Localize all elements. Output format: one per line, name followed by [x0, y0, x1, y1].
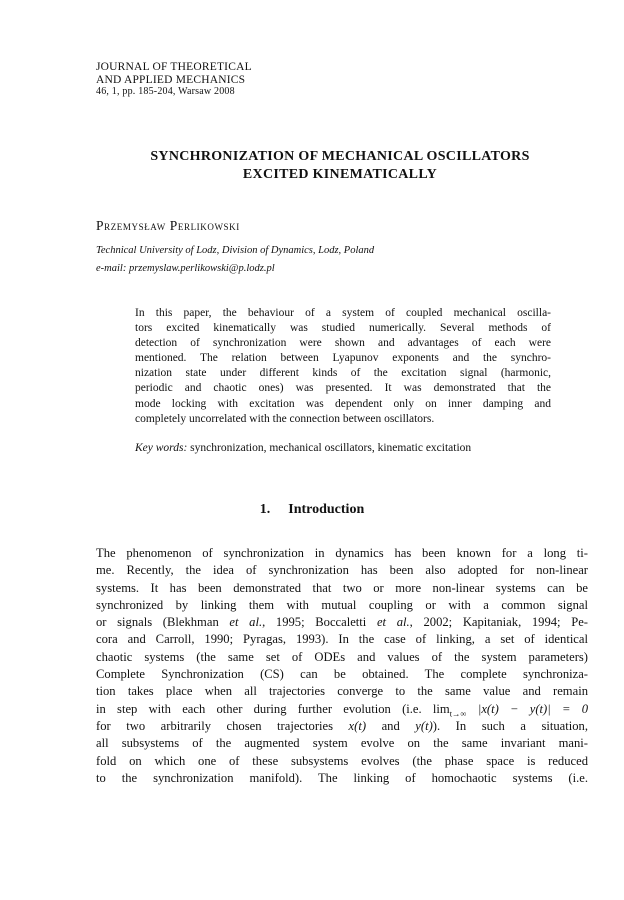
body-line: fold on which one of these subsystems evolves (the phase space is reduced: [96, 753, 588, 768]
author-affiliation: Technical University of Lodz, Division of Dynamics, Lodz, Poland: [96, 245, 375, 256]
body-line: cora and Carroll, 1990; Pyragas, 1993). In the case of linking, a set of identical: [96, 632, 588, 647]
body-line: me. Recently, the idea of synchronization has been also adopted for non-linear: [96, 563, 588, 578]
paper-title-line-1: SYNCHRONIZATION OF MECHANICAL OSCILLATORS: [150, 149, 530, 164]
keywords: [135, 442, 565, 454]
abstract-line: mentioned. The relation between Lyapunov exponents and the synchro-: [135, 352, 551, 365]
body-text-fragment: in step with each other during further evolution (i.e. lim: [96, 701, 450, 716]
abstract-line: periodic and chaotic ones) was presented. It was demonstrated that the: [135, 382, 551, 395]
math-expression: x(t): [348, 718, 367, 733]
body-line: [96, 614, 588, 631]
paper-title-line-2: EXCITED KINEMATICALLY: [242, 167, 438, 182]
math-expression: y(t): [415, 718, 433, 733]
keywords-text: synchronization, mechanical oscillators, kinematic excitation: [190, 442, 472, 454]
keywords-label: Key words:: [135, 442, 188, 454]
abstract-line: tors excited kinematically was studied numerically. Several methods of: [135, 322, 551, 335]
body-line: [96, 701, 588, 718]
body-line: tion takes place when all trajectories converge to the same value and remain: [96, 684, 588, 699]
journal-name-line-1: JOURNAL OF THEORETICAL: [96, 61, 252, 73]
body-text-fragment: or signals (Blekhman: [96, 615, 230, 630]
body-line: synchronized by linking them with mutual coupling or with a common signal: [96, 597, 588, 612]
body-text-italic: et al.: [229, 615, 263, 630]
abstract-line: completely uncorrelated with the connection between oscillators.: [135, 412, 435, 425]
body-line: systems. It has been demonstrated that two or more non-linear systems can be: [96, 580, 588, 595]
abstract-line: In this paper, the behaviour of a system of coupled mechanical oscilla-: [135, 307, 551, 319]
section-number: 1.: [259, 502, 271, 517]
abstract-line: detection of synchronization were shown and advantages of each were: [135, 337, 551, 350]
abstract: [135, 306, 551, 427]
author-email: e-mail: przemyslaw.perlikowski@p.lodz.pl: [96, 263, 275, 274]
abstract-line: mode locking with excitation was dependent only on inner damping and: [135, 397, 551, 410]
body-text-fragment: for two arbitrarily chosen trajectories: [96, 718, 349, 733]
body-text-fragment: ). In such a situation,: [432, 718, 588, 733]
body-line: all subsystems of the augmented system evolve on the same invariant mani-: [96, 736, 588, 751]
journal-citation: 46, 1, pp. 185-204, Warsaw 2008: [96, 86, 235, 97]
body-text-italic: et al.: [376, 615, 410, 630]
paper-title: [60, 148, 620, 184]
section-heading: [0, 502, 624, 518]
body-line: Complete Synchronization (CS) can be obtained. The complete synchroniza-: [96, 667, 588, 682]
journal-header: [96, 61, 252, 99]
author-name: Przemysław Perlikowski: [96, 218, 240, 233]
abstract-line: nization state under different kinds of the excitation signal (harmonic,: [135, 367, 551, 380]
math-expression: |x(t) − y(t)| = 0: [466, 701, 588, 716]
journal-name-line-2: AND APPLIED MECHANICS: [96, 73, 246, 86]
body-line: The phenomenon of synchronization in dynamics has been known for a long ti-: [96, 546, 588, 560]
body-text-fragment: and: [366, 718, 416, 733]
body-paragraph: [96, 545, 588, 787]
body-text-fragment: , 1995; Boccaletti: [262, 615, 377, 630]
body-line: [96, 718, 588, 735]
limit-subscript: t→∞: [449, 708, 467, 718]
body-line: to the synchronization manifold). The linking of homochaotic systems (i.e.: [96, 770, 588, 785]
section-title: Introduction: [288, 502, 365, 517]
body-text-fragment: , 2002; Kapitaniak, 1994; Pe-: [409, 615, 588, 630]
body-line: chaotic systems (the same set of ODEs and values of the system parameters): [96, 649, 588, 664]
